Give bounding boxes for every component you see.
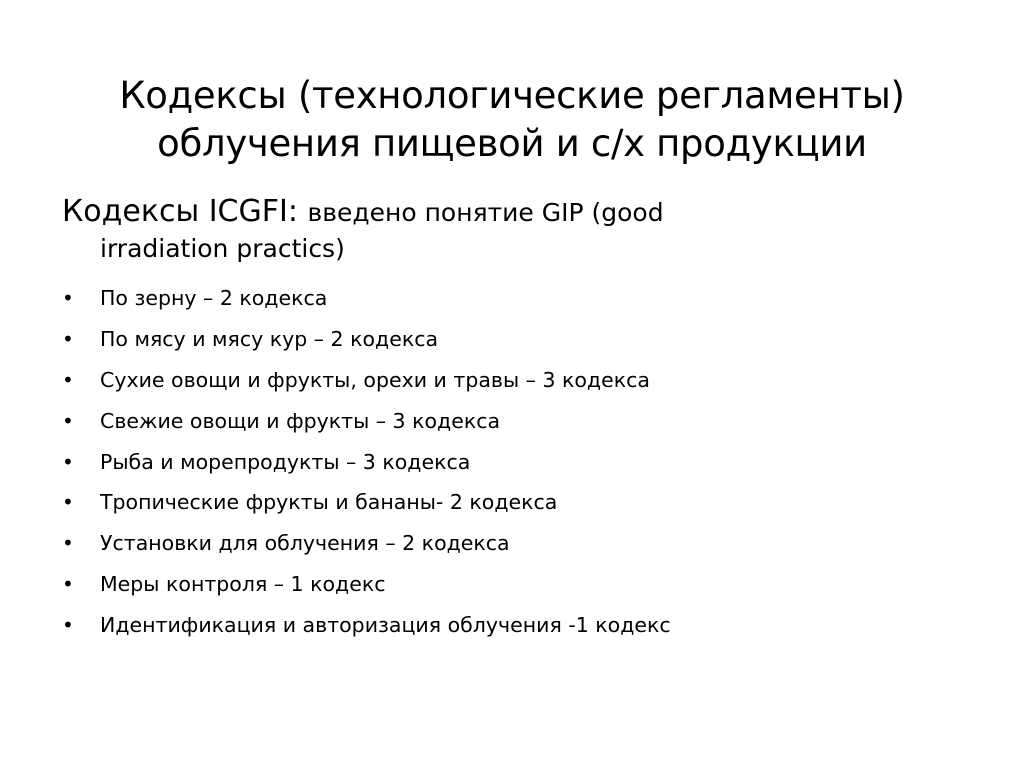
list-item-text: По мясу и мясу кур – 2 кодекса: [100, 326, 439, 351]
intro-paragraph: [62, 193, 782, 267]
list-item-text: Установки для облучения – 2 кодекса: [100, 531, 510, 556]
list-item: [62, 360, 962, 401]
bullet-icon: •: [62, 572, 74, 597]
bullet-icon: •: [62, 367, 74, 392]
intro-lead: Кодексы ICGFI:: [62, 194, 308, 229]
list-item: [62, 523, 962, 564]
list-item: [62, 482, 962, 523]
bullet-icon: •: [62, 286, 74, 310]
list-item: [62, 401, 962, 442]
list-item-text: Сухие овощи и фрукты, орехи и травы – 3 кодекса: [100, 367, 650, 392]
list-item-text: Меры контроля – 1 кодекс: [100, 572, 386, 597]
slide-title-line-1: Кодексы (технологические регламенты): [119, 73, 905, 117]
bullet-icon: •: [62, 531, 74, 556]
bullet-icon: •: [62, 449, 74, 474]
list-item: [62, 564, 962, 605]
bullet-icon: •: [62, 326, 74, 351]
slide-title: [60, 72, 964, 168]
slide-title-line-2: облучения пищевой и с/х продукции: [157, 121, 867, 165]
list-item-text: Свежие овощи и фрукты – 3 кодекса: [100, 408, 501, 433]
list-item: [62, 278, 962, 319]
list-item: [62, 442, 962, 483]
bullet-icon: •: [62, 490, 74, 515]
intro-line-1: [62, 193, 782, 231]
list-item: [62, 319, 962, 360]
intro-text: введено понятие GIP (good: [307, 198, 664, 227]
list-item-text: По зерну – 2 кодекса: [100, 286, 328, 310]
list-item-text: Идентификация и авторизация облучения -1 кодекс: [100, 613, 671, 638]
bullet-icon: •: [62, 408, 74, 433]
list-item-text: Тропические фрукты и бананы- 2 кодекса: [100, 490, 558, 515]
list-item: [62, 605, 962, 646]
bullet-icon: •: [62, 613, 74, 638]
list-item-text: Рыба и морепродукты – 3 кодекса: [100, 449, 471, 474]
bullet-list: [62, 278, 962, 646]
intro-line-2: irradiation practics): [100, 234, 345, 263]
